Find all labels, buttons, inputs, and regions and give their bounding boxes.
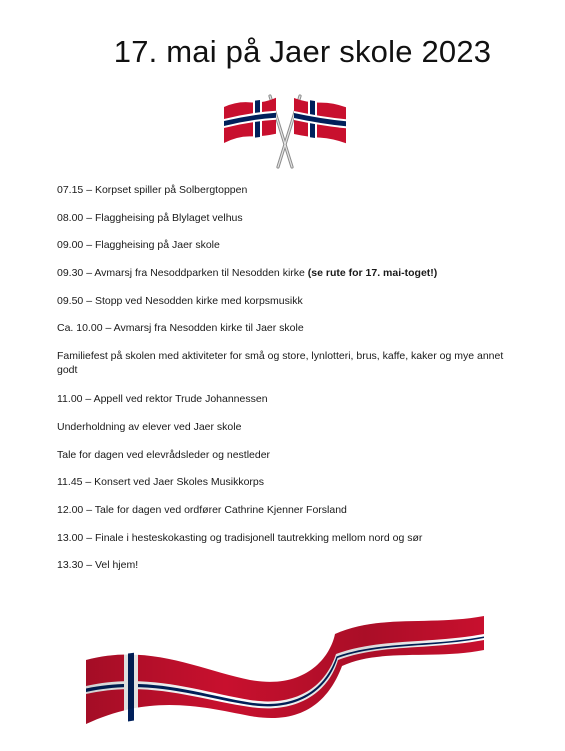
list-item: 11.00 – Appell ved rektor Trude Johannessen bbox=[57, 393, 268, 406]
list-item: 12.00 – Tale for dagen ved ordfører Cathrine Kjenner Forsland bbox=[57, 503, 347, 516]
list-item: Ca. 10.00 – Avmarsj fra Nesodden kirke til Jaer skole bbox=[57, 322, 304, 335]
route-note: (se rute for 17. mai-toget!) bbox=[307, 267, 438, 280]
list-item: 08.00 – Flaggheising på Blylaget velhus bbox=[57, 211, 243, 224]
list-item: 13.30 – Vel hjem! bbox=[57, 559, 139, 572]
list-item: 13.00 – Finale i hesteskokasting og tradisjonell tautrekking mellom nord og sør bbox=[57, 531, 423, 544]
norwegian-flag-ribbon-icon bbox=[80, 608, 490, 733]
list-item: 09.00 – Flaggheising på Jaer skole bbox=[57, 239, 220, 252]
schedule-list bbox=[57, 183, 517, 586]
list-item: Familiefest på skolen med aktiviteter for små og store, lynlotteri, brus, kaffe, kaker og mye annet godt bbox=[57, 350, 504, 377]
list-item: Underholdning av elever ved Jaer skole bbox=[57, 420, 242, 433]
list-item: 09.30 – Avmarsj fra Nesoddparken til Nesodden kirke (se rute for 17. mai-toget!) bbox=[57, 267, 438, 280]
list-item: 09.50 – Stopp ved Nesodden kirke med korpsmusikk bbox=[57, 294, 303, 307]
page-title: 17. mai på Jaer skole 2023 bbox=[113, 34, 492, 69]
list-item: Tale for dagen ved elevrådsleder og nestleder bbox=[57, 448, 271, 461]
crossed-norwegian-flags-icon bbox=[220, 93, 350, 169]
list-item: 07.15 – Korpset spiller på Solbergtoppen bbox=[57, 184, 248, 196]
list-item: 11.45 – Konsert ved Jaer Skoles Musikkorps bbox=[57, 476, 264, 489]
